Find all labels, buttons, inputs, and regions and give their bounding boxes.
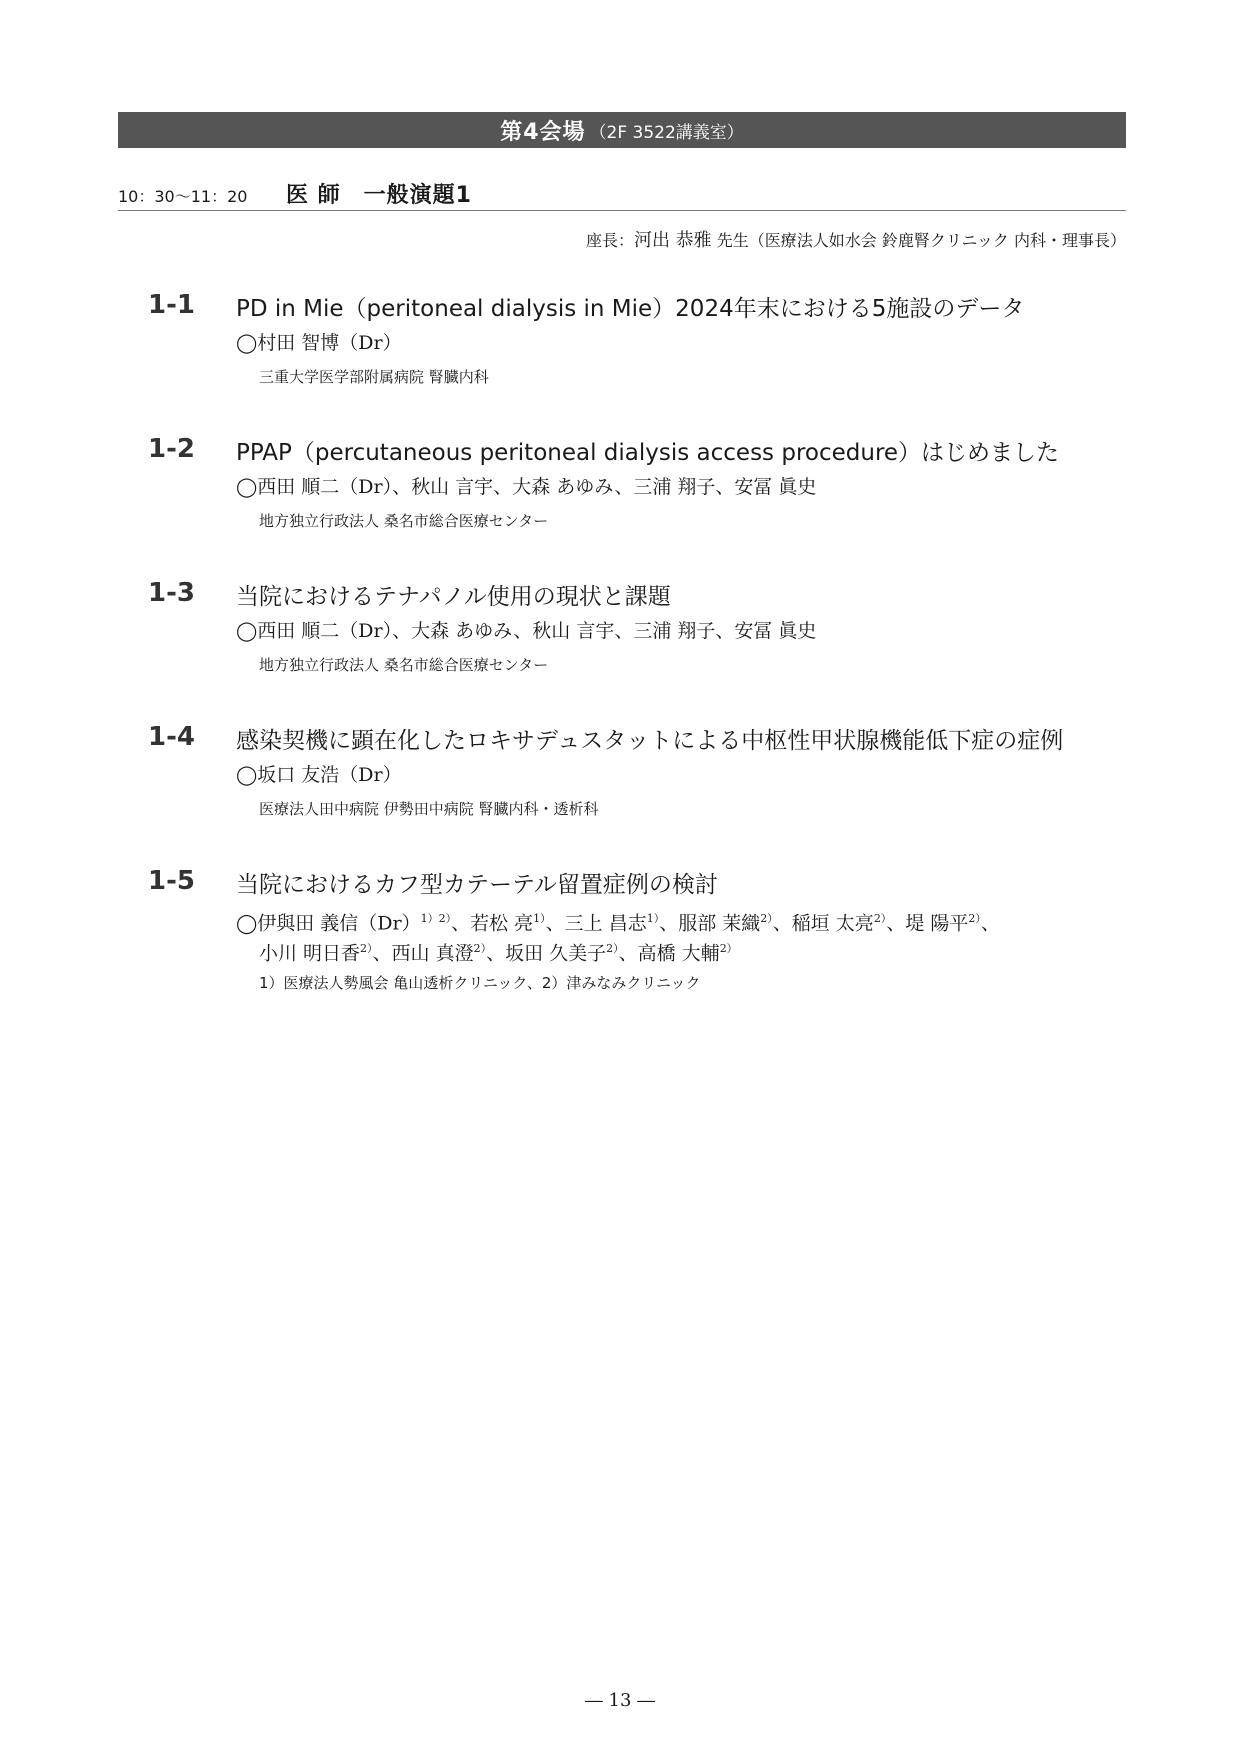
venue-header-bar [118,112,1126,148]
affiliation-marker: 2） [360,942,373,955]
chairperson [586,226,1126,252]
affiliation-marker: 1）2） [420,912,452,925]
affiliation-marker: 1） [533,912,546,925]
entry-number: 1-4 [148,722,195,752]
chair-prefix: 座長： [585,231,634,250]
session-header [118,176,1126,211]
entry-title: 当院におけるテナパノル使用の現状と課題 [236,584,671,610]
chair-name: 河出 恭雅 [633,230,712,251]
venue-title: 第4会場 [500,119,586,145]
author-text: 、坂田 久美子 [486,942,607,965]
entry-affiliation: 三重大学医学部附属病院 腎臓内科 [259,368,489,386]
entry-number: 1-1 [148,290,195,320]
affiliation-marker: 2） [873,912,887,925]
entry-title: PD in Mie（peritoneal dialysis in Mie）2024年末における5施設のデータ [236,296,1025,322]
session-time: 10：30～11：20 [118,187,248,206]
affiliation-marker: 2） [968,912,981,925]
entry-number: 1-5 [148,866,195,896]
entry-affiliation: 地方独立行政法人 桑名市総合医療センター [259,512,549,530]
entry-affiliation: 医療法人田中病院 伊勢田中病院 腎臓内科・透析科 [259,800,599,818]
entry-affiliation: 1）医療法人勢風会 亀山透析クリニック、2）津みなみクリニック [259,974,701,992]
author-text: 小川 明日香 [259,942,361,965]
author-text: ◯伊與田 義信（Dr） [236,912,421,935]
author-text: 、服部 茉織 [659,912,761,935]
venue-room: （2F 3522講義室） [589,122,744,143]
entry-number: 1-2 [148,434,195,464]
entry-number: 1-3 [148,578,195,608]
author-text: 、三上 昌志 [545,912,647,935]
author-text: 、堤 陽平 [886,912,969,935]
affiliation-marker: 2） [719,942,738,955]
entry-authors: ◯西田 順二（Dr）、秋山 言宇、大森 あゆみ、三浦 翔子、安冨 眞史 [236,476,817,498]
entry-title: 感染契機に顕在化したロキサデュスタットによる中枢性甲状腺機能低下症の症例 [236,728,1064,754]
affiliation-marker: 2） [473,942,487,955]
author-text: 、西山 真澄 [372,942,474,965]
page-number: ― 13 ― [584,1690,656,1711]
entry-authors: ◯坂口 友浩（Dr） [236,764,402,786]
author-text: 、稲垣 太亮 [772,912,874,935]
affiliation-marker: 2） [760,912,773,925]
chair-affiliation: 先生（医療法人如水会 鈴鹿腎クリニック 内科・理事長） [711,231,1126,250]
author-text: 、 [980,912,1000,935]
entry-authors: ◯村田 智博（Dr） [236,332,402,354]
entry-authors-line-2 [259,934,738,968]
session-title: 医 師 一般演題1 [286,183,472,208]
entry-title: 当院におけるカフ型カテーテル留置症例の検討 [236,872,718,898]
author-text: 、高橋 大輔 [618,942,720,965]
affiliation-marker: 2） [606,942,619,955]
affiliation-marker: 1） [646,912,660,925]
entry-authors: ◯西田 順二（Dr）、大森 あゆみ、秋山 言宇、三浦 翔子、安冨 眞史 [236,620,817,642]
entry-title: PPAP（percutaneous peritoneal dialysis access procedure）はじめました [236,440,1060,466]
entry-affiliation: 地方独立行政法人 桑名市総合医療センター [259,656,549,674]
author-text: 、若松 亮 [451,912,534,935]
